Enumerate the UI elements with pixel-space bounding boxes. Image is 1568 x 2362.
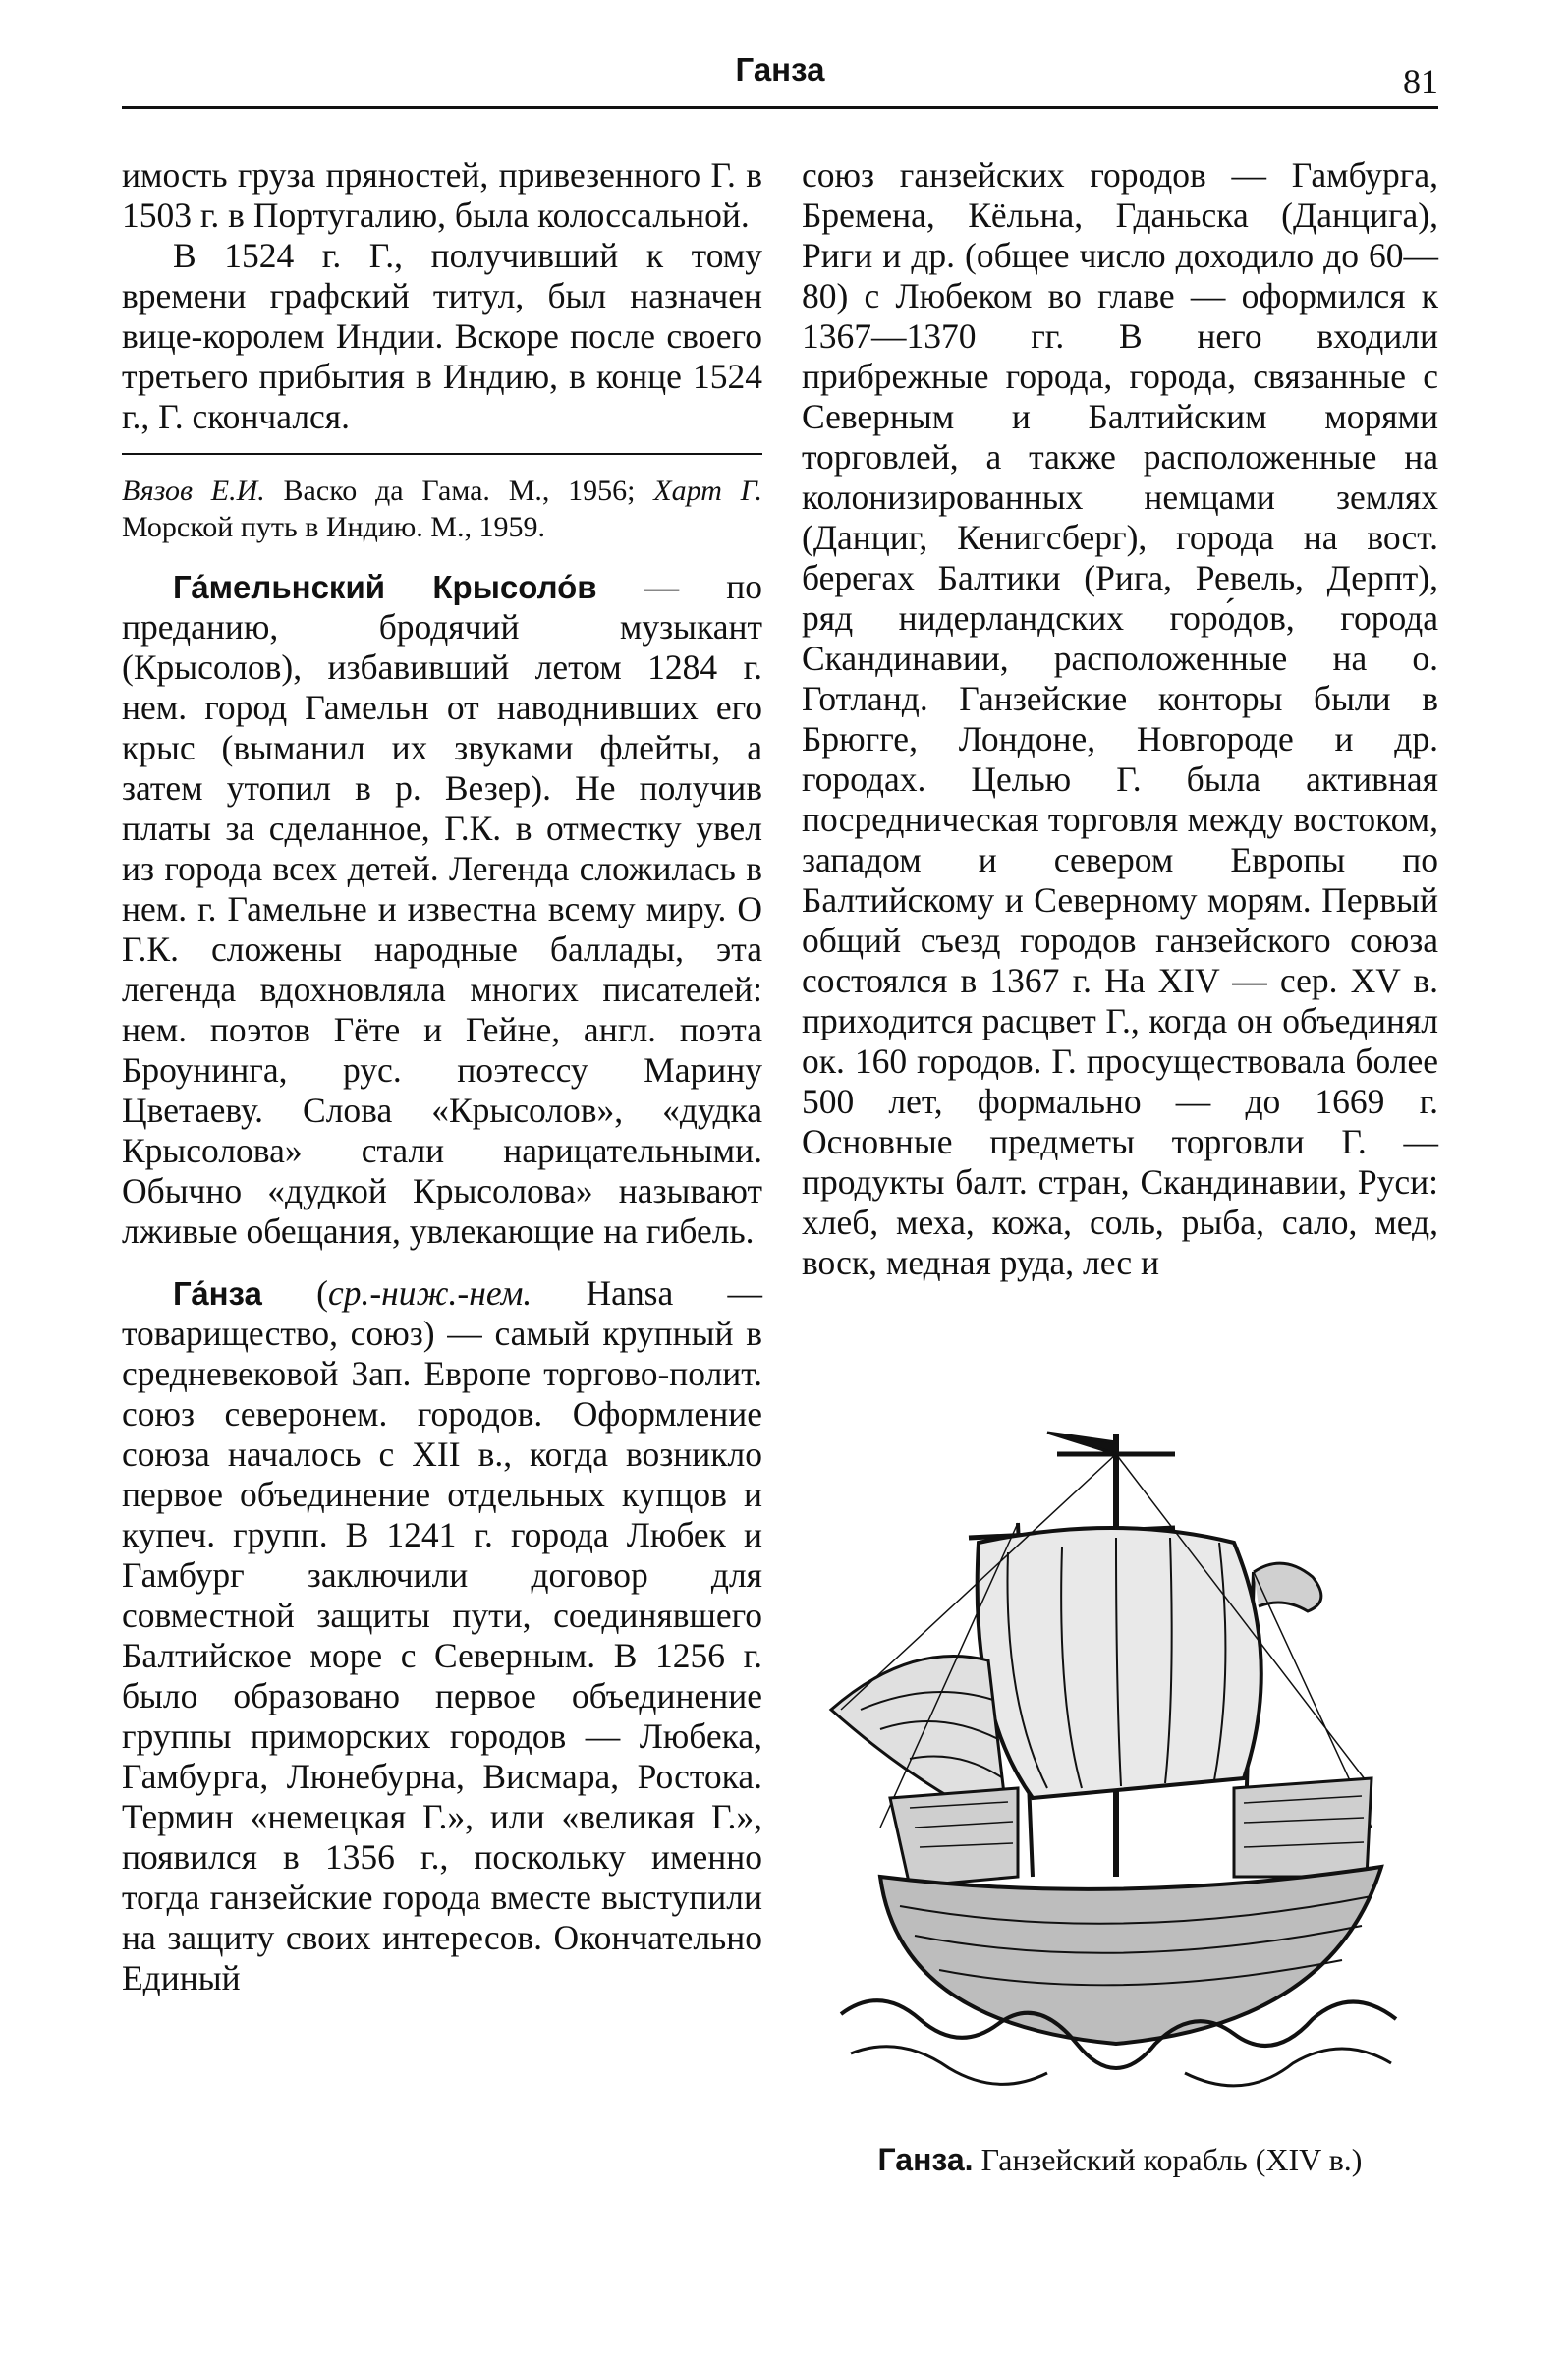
bibliography: [122, 473, 762, 545]
entry-term: Га́нза: [173, 1275, 262, 1312]
ref-author: Вязов Е.И.: [122, 475, 265, 507]
paragraph: имость груза пряностей, привезенного Г. в 1503 г. в Португалию, была колоссальной.: [122, 155, 762, 235]
entry-language: ср.-ниж.-нем.: [327, 1273, 532, 1313]
paragraph: В 1524 г. Г., получивший к тому времени графский титул, был назначен вице-королем Индии. Вскоре после своего третьего прибытия в Индию, в конце 1524 г., Г. скончался.: [122, 236, 762, 436]
caption-text: Ганзейский корабль (XIV в.): [973, 2142, 1363, 2177]
figure-caption: [802, 2142, 1438, 2178]
ref-title: Васко да Гама. М., 1956;: [283, 475, 636, 507]
caption-label: Ганза.: [877, 2142, 974, 2177]
paragraph: союз ганзейских городов — Гамбурга, Бремена, Кёльна, Гданьска (Данцига), Риги и др. (общее число доходило до 60—80) с Любеком во главе — оформился к 1367—1370 гг. В него входили прибрежные города, города, связанные с Северным и Балтийским морями торговлей, а также расположенные на колонизированных немцами землях (Данциг, Кенигсберг), города на вост. берегах Балтики (Рига, Ревель, Дерпт), ряд нидерландских горо́дов, города Скандинавии, расположенные на о. Готланд. Ганзейские конторы были в Брюгге, Лондоне, Новгороде и др. городах. Целью Г. была активная посредническая торговля между востоком, западом и севером Европы по Балтийскому и Северному морям. Первый общий съезд городов ганзейского союза состоялся в 1367 г. На XIV — сер. XV в. приходится расцвет Г., когда он объединял ок. 160 городов. Г. просуществовала более 500 лет, формально — до 1669 г. Основные предметы торговли Г. — продукты балт. стран, Скандинавии, Руси: хлеб, меха, кожа, соль, рыба, сало, мед, воск, медная руда, лес и: [802, 155, 1438, 1282]
entry-paren: (: [261, 1273, 328, 1313]
page-number: 81: [1403, 62, 1438, 101]
ref-author: Харт Г.: [653, 475, 762, 507]
entry-hamelin: [122, 567, 762, 1252]
section-divider: [122, 453, 762, 455]
header-rule: [122, 106, 1438, 109]
entry-text: Hansa — товарищество, союз) — самый крупный в средневековой Зап. Европе торгово-полит. союз северонем. городов. Оформление союза началось с XII в., когда возникло первое объединение отдельных купцов и купеч. групп. В 1241 г. города Любек и Гамбург заключили договор для совместной защиты пути, соединявшего Балтийское море с Северным. В 1256 г. было образовано первое объединение группы приморских городов — Любека, Гамбурга, Люнебурна, Висмара, Ростока. Термин «немецкая Г.», или «великая Г.», появился в 1356 г., поскольку именно тогда ганзейские города вместе выступили на защиту своих интересов. Окончательно Единый: [122, 1273, 762, 1997]
right-column: [802, 155, 1438, 1283]
entry-term: Га́мельнский Крысоло́в: [173, 569, 597, 605]
running-title: Ганза: [735, 51, 825, 87]
page-header: [122, 41, 1438, 112]
entry-hansa: [122, 1273, 762, 1998]
entry-text: — по преданию, бродячий музыкант (Крысолов), избавивший летом 1284 г. нем. город Гамельн от наводнивших его крыс (выманил их звуками флейты, а затем утопил в р. Везер). Не получив платы за сделанное, Г.К. в отместку увел из города всех детей. Легенда сложилась в нем. г. Гамельне и известна всему миру. О Г.К. сложены народные баллады, эта легенда вдохновляла многих писателей: нем. поэтов Гёте и Гейне, англ. поэта Броунинга, рус. поэтессу Марину Цветаеву. Слова «Крысолов», «дудка Крысолова» стали нарицательными. Обычно «дудкой Крысолова» называют лживые обещания, увлекающие на гибель.: [122, 567, 763, 1251]
hanseatic-ship-illustration: [821, 1415, 1411, 2103]
left-column: [122, 155, 762, 1998]
ref-title: Морской путь в Индию. М., 1959.: [122, 511, 545, 543]
